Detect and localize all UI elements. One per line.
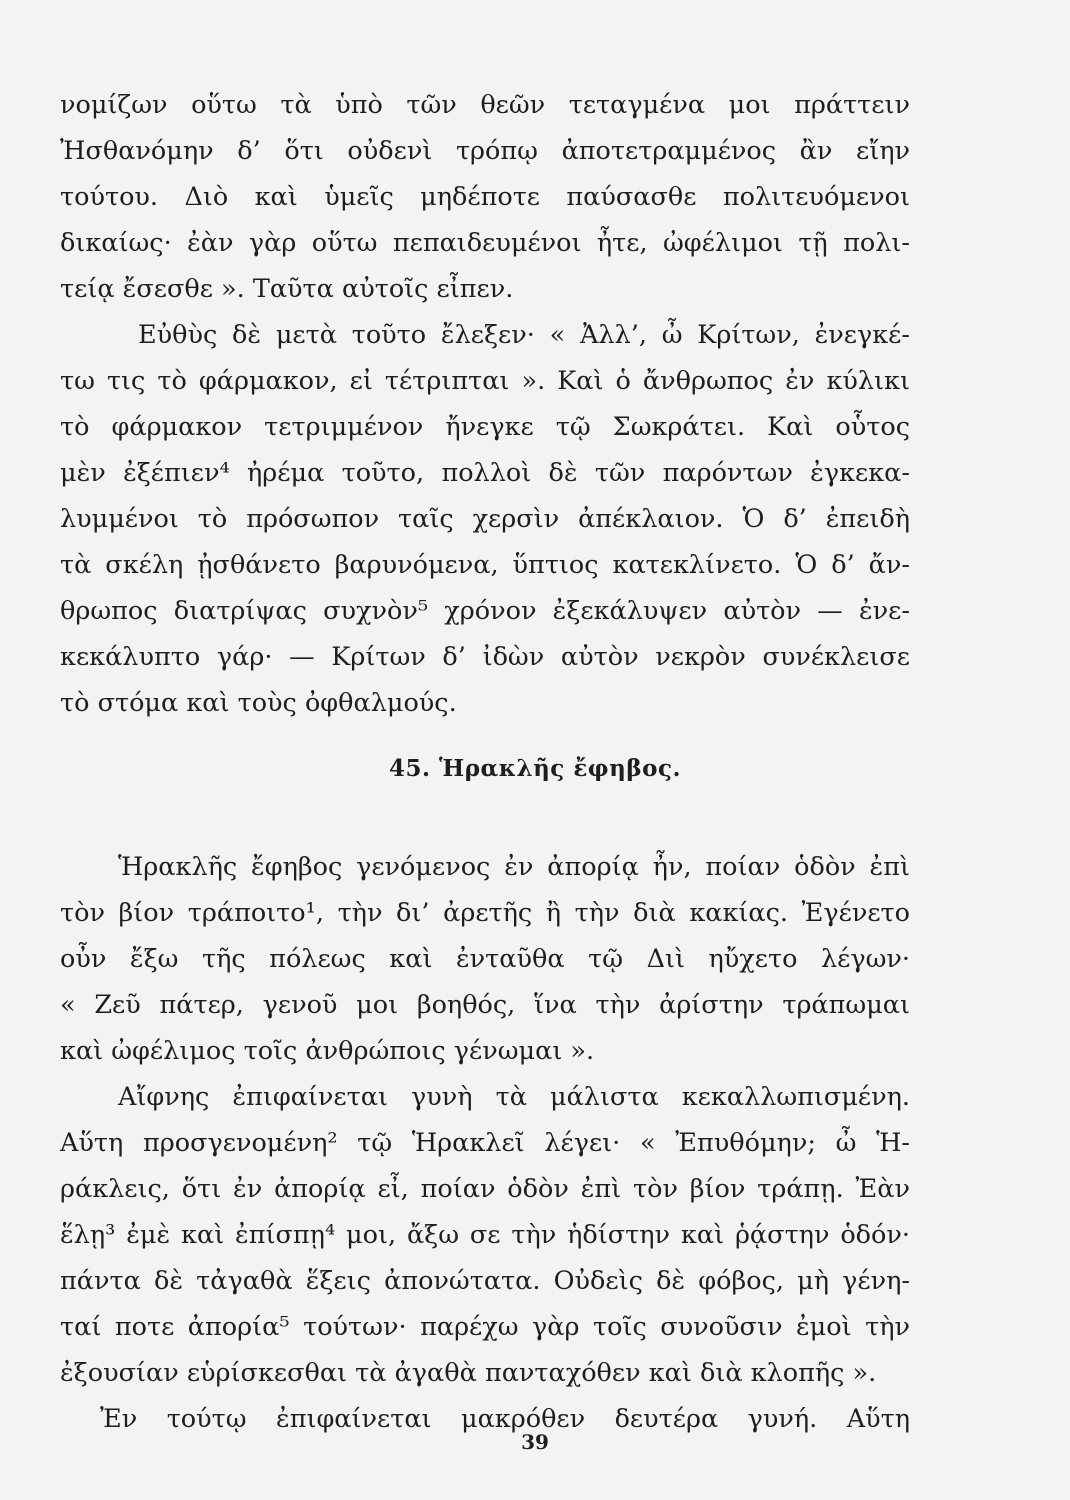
text-line: ράκλεις, ὅτι ἐν ἀπορίᾳ εἶ, ποίαν ὁδὸν ἐπὶ τὸν βίον τράπῃ. Ἐὰν (60, 1174, 910, 1204)
text-line: Αἴφνης ἐπιφαίνεται γυνὴ τὰ μάλιστα κεκαλλωπισμένη. (118, 1082, 910, 1112)
text-line: θρωπος διατρίψας συχνὸν⁵ χρόνον ἐξεκάλυψεν αὐτὸν — ἐνε- (60, 596, 910, 626)
text-line: τω τις τὸ φάρμακον, εἰ τέτριπται ». Καὶ ὁ ἄνθρωπος ἐν κύλικι (60, 366, 910, 396)
text-line: ἕλῃ³ ἐμὲ καὶ ἐπίσπῃ⁴ μοι, ἄξω σε τὴν ἡδίστην καὶ ῥᾴστην ὁδόν· (60, 1220, 910, 1250)
text-line: « Ζεῦ πάτερ, γενοῦ μοι βοηθός, ἵνα τὴν ἀρίστην τράπωμαι (60, 990, 910, 1020)
text-line: ἐξουσίαν εὑρίσκεσθαι τὰ ἀγαθὰ πανταχόθεν καὶ διὰ κλοπῆς ». (60, 1358, 877, 1388)
text-line: τὸ φάρμακον τετριμμένον ἤνεγκε τῷ Σωκράτει. Καὶ οὗτος (60, 412, 910, 442)
text-line: πάντα δὲ τἀγαθὰ ἕξεις ἀπονώτατα. Οὐδεὶς δὲ φόβος, μὴ γένη- (60, 1266, 910, 1296)
page-number: 39 (521, 1430, 549, 1454)
text-line: καὶ ὠφέλιμος τοῖς ἀνθρώποις γένωμαι ». (60, 1036, 595, 1066)
text-line: Ἡρακλῆς ἔφηβος γενόμενος ἐν ἀπορίᾳ ἦν, ποίαν ὁδὸν ἐπὶ (118, 852, 910, 882)
text-line: νομίζων οὕτω τὰ ὑπὸ τῶν θεῶν τεταγμένα μοι πράττειν (60, 90, 910, 120)
text-line: τὰ σκέλη ᾐσθάνετο βαρυνόμενα, ὕπτιος κατεκλίνετο. Ὁ δ’ ἄν- (60, 550, 910, 580)
text-line: τείᾳ ἔσεσθε ». Ταῦτα αὐτοῖς εἶπεν. (60, 274, 514, 304)
text-line: τὸ στόμα καὶ τοὺς ὀφθαλμούς. (60, 688, 457, 718)
text-line: ταί ποτε ἀπορία⁵ τούτων· παρέχω γὰρ τοῖς συνοῦσιν ἐμοὶ τὴν (60, 1312, 910, 1342)
text-line: μὲν ἐξέπιεν⁴ ἠρέμα τοῦτο, πολλοὶ δὲ τῶν παρόντων ἐγκεκα- (60, 458, 910, 488)
text-line: λυμμένοι τὸ πρόσωπον ταῖς χερσὶν ἀπέκλαιον. Ὁ δ’ ἐπειδὴ (60, 504, 910, 534)
text-line: Αὕτη προσγενομένη² τῷ Ἡρακλεῖ λέγει· « Ἐπυθόμην; ὦ Ἡ- (60, 1128, 910, 1158)
text-line: Εὐθὺς δὲ μετὰ τοῦτο ἔλεξεν· « Ἀλλ’, ὦ Κρίτων, ἐνεγκέ- (138, 320, 910, 350)
text-line: οὖν ἔξω τῆς πόλεως καὶ ἐνταῦθα τῷ Διὶ ηὔχετο λέγων· (60, 944, 910, 974)
text-line: Ἠσθανόμην δ’ ὅτι οὐδενὶ τρόπῳ ἀποτετραμμένος ἂν εἴην (60, 136, 910, 166)
text-line: τὸν βίον τράποιτο¹, τὴν δι’ ἀρετῆς ἢ τὴν διὰ κακίας. Ἐγένετο (60, 898, 910, 928)
text-line: κεκάλυπτο γάρ· — Κρίτων δ’ ἰδὼν αὐτὸν νεκρὸν συνέκλεισε (60, 642, 910, 672)
section-heading: 45. Ἡρακλῆς ἔφηβος. (389, 755, 681, 782)
text-line: Ἐν τούτῳ ἐπιφαίνεται μακρόθεν δευτέρα γυνή. Αὕτη (100, 1404, 910, 1434)
text-line: δικαίως· ἐὰν γὰρ οὕτω πεπαιδευμένοι ἦτε, ὠφέλιμοι τῇ πολι- (60, 228, 910, 258)
text-line: τούτου. Διὸ καὶ ὑμεῖς μηδέποτε παύσασθε πολιτευόμενοι (60, 182, 910, 212)
